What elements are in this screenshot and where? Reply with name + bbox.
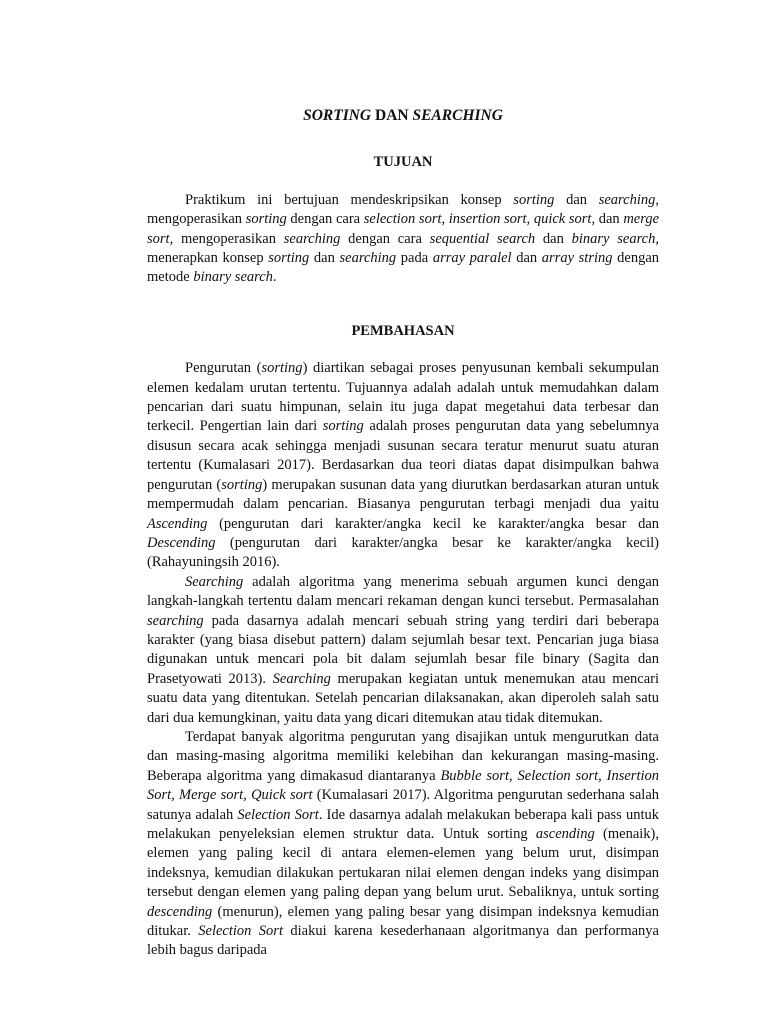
title-dan: DAN (371, 107, 413, 124)
text-run: . (272, 269, 277, 286)
text-run: dengan cara (286, 211, 364, 228)
text-run: dengan metode (147, 250, 660, 286)
italic-text-run: Ascending (147, 515, 208, 532)
paragraph-sorting (147, 359, 659, 572)
text-run: pada (396, 250, 433, 267)
text-run: Pengurutan ( (185, 360, 262, 377)
italic-text-run: sorting (322, 418, 364, 435)
page-content (147, 96, 659, 961)
italic-text-run: sorting (245, 211, 287, 228)
italic-text-run: searching (598, 191, 656, 208)
italic-text-run: sequential search (429, 230, 536, 247)
italic-text-run: sorting (261, 360, 303, 377)
italic-text-run: binary search (193, 269, 273, 286)
page-title (147, 106, 659, 125)
text-run: ) diartikan sebagai proses penyusunan kembali sekumpulan elemen kedalam urutan tertentu. Tujuannya adalah adalah untuk memudahkan dalam pencarian dari suatu himpunan, selain itu juga dapat megetahui data terbesar dan terkecil. Pengertian lain dari (147, 360, 660, 435)
text-run: (menurun), elemen yang paling besar yang disimpan indeksnya kemudian ditukar. (147, 903, 659, 940)
text-run: diakui karena kesederhanaan algoritmanya dan performanya lebih bagus daripada (147, 923, 659, 959)
paragraph-searching (147, 573, 659, 728)
italic-text-run: Searching (272, 670, 331, 687)
text-run: dan (595, 211, 624, 228)
italic-text-run: searching (147, 612, 204, 629)
italic-text-run: sorting (221, 476, 263, 493)
italic-text-run: descending (147, 903, 213, 920)
italic-text-run: merge sort, (147, 211, 660, 247)
text-run: , menerapkan konsep (147, 230, 659, 267)
heading-tujuan: TUJUAN (373, 154, 433, 171)
text-run: Terdapat banyak algoritma pengurutan yang disajikan untuk mengurutkan data dan masing-masing algoritma memiliki kelebihan dan kekurangan masing-masing. Beberapa algoritma yang dimakasud diantaranya (147, 728, 659, 784)
italic-text-run: Bubble sort (440, 767, 509, 784)
italic-text-run: searching (283, 230, 341, 247)
text-run: dan (309, 250, 340, 267)
italic-text-run: Descending (147, 534, 216, 551)
text-run: (Kumalasari 2017). Algoritma pengurutan sederhana salah satunya adalah (147, 787, 660, 823)
italic-text-run: array paralel (432, 250, 512, 267)
text-run: , mengoperasikan (147, 191, 659, 228)
text-run: dengan cara (340, 230, 430, 247)
text-run: Praktikum ini bertujuan mendeskripsikan konsep (185, 191, 514, 208)
italic-text-run: Selection Sort (198, 923, 283, 940)
italic-text-run: array string (541, 250, 613, 267)
text-run: dan (554, 191, 599, 208)
italic-text-run: selection sort, insertion sort, quick sort, (363, 211, 596, 228)
text-run: dan (535, 230, 572, 247)
italic-text-run: ascending (535, 826, 595, 842)
text-run: . Ide dasarnya adalah melakukan beberapa kali pass untuk melakukan penyeleksian elemen struktur data. Untuk sorting (147, 806, 659, 842)
text-run: (pengurutan dari karakter/angka kecil ke karakter/angka besar dan (207, 515, 659, 532)
text-run: (menaik), elemen yang paling kecil di antara elemen-elemen yang belum urut, disimpan indeksnya, kemudian dilakukan pertukaran nilai elemen dengan indeks yang disimpan tersebut dengan elemen yang paling depan yang belum urut. Sebaliknya, untuk sorting (147, 826, 659, 901)
text-run: dan (511, 250, 542, 267)
title-searching: SEARCHING (412, 107, 503, 124)
text-run: ) merupakan susunan data yang diurutkan berdasarkan aturan untuk mempermudah dalam pencarian. Biasanya pengurutan terbagi menjadi dua yaitu (147, 476, 659, 513)
italic-text-run: Selection sort, Insertion Sort, Merge sort, Quick sort (147, 767, 660, 804)
italic-text-run: binary search (571, 230, 656, 247)
paragraph-algorithms (147, 728, 659, 961)
paragraph-tujuan (147, 191, 659, 288)
italic-text-run: Selection Sort (237, 806, 319, 823)
text-run: pada dasarnya adalah mencari sebuah string yang terdiri dari beberapa karakter (yang biasa disebut pattern) dalam sejumlah besar text. Pencarian juga biasa digunakan untuk mencari pola bit dalam sejumlah besar file binary (Sagita dan Prasetyowati 2013). (147, 612, 659, 687)
italic-text-run: sorting (268, 250, 310, 267)
text-run: adalah proses pengurutan data yang sebelumnya disusun secara acak sehingga menjadi susunan secara teratur menurut suatu aturan tertentu (Kumalasari 2017). Berdasarkan dua teori diatas dapat disimpulkan bahwa pengurutan ( (147, 418, 659, 493)
text-run: mengoperasikan (173, 230, 284, 247)
text-run: adalah algoritma yang menerima sebuah argumen kunci dengan langkah-langkah tertentu dalam mencari rekaman dengan kunci tersebut. Permasalahan (147, 573, 659, 610)
title-sorting: SORTING (303, 107, 372, 124)
italic-text-run: sorting (513, 191, 555, 208)
heading-pembahasan: PEMBAHASAN (351, 322, 455, 339)
italic-text-run: searching (339, 250, 397, 267)
text-run: (pengurutan dari karakter/angka besar ke karakter/angka kecil) (Rahayuningsih 2016). (147, 534, 659, 571)
text-run: merupakan kegiatan untuk menemukan atau mencari suatu data yang ditentukan. Setelah pencarian dilaksanakan, akan diperoleh salah satu dari dua kemungkinan, yaitu data yang dicari ditemukan atau tidak ditemukan. (147, 670, 660, 726)
text-run: , (508, 767, 518, 784)
italic-text-run: Searching (185, 573, 244, 590)
